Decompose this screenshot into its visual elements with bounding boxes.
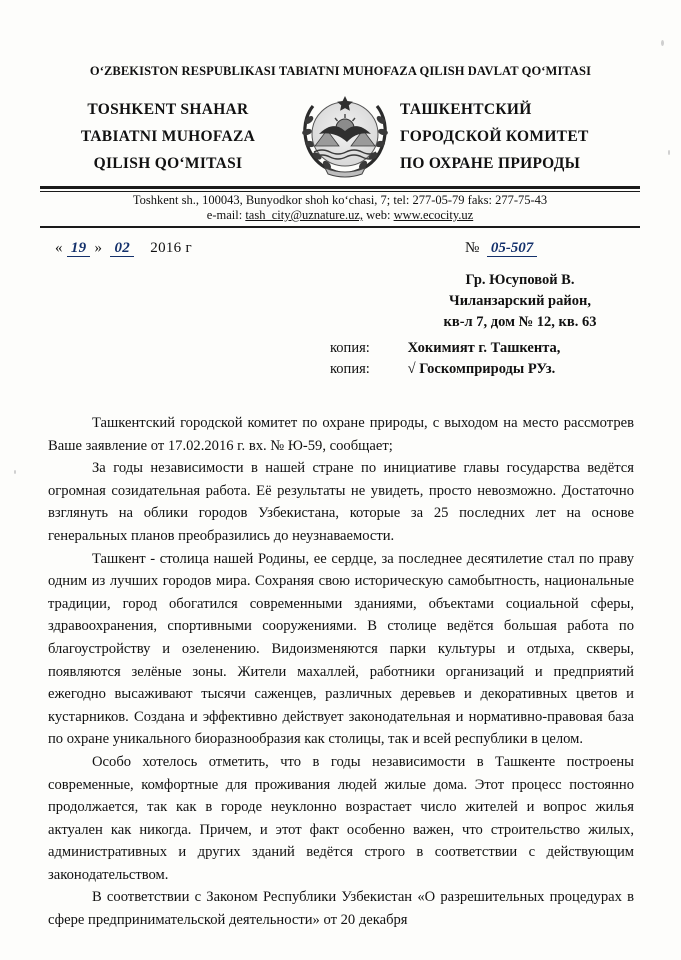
- date-year: 2016 г: [150, 240, 192, 256]
- scan-speckle: [14, 470, 16, 474]
- letterhead: [0, 96, 681, 176]
- body-paragraph: Ташкент - столица нашей Родины, ее сердце, за последнее десятилетие стал по праву одним из лучших городов мира. Сохраняя свою историческую самобытность, национальные традиции, город обогатился современными зданиями, объектами социальной сферы, здравоохранения, спортивными сооружениями. В столице ведётся большая работа по благоустройству и озеленению. Видоизменяются парки культуры и отдыха, скверы, появляются зелёные зоны. Жители махаллей, работники организаций и предприятий ежегодно высаживают тысячи саженцев, различных деревьев и декоративных цветов и кустарников. Создана и эффективно действует законодательная и нормативно-правовая база по охране уникального биоразнообразия как столицы, так и всей республики в целом.: [48, 550, 634, 748]
- letterhead-russian-line-2: ГОРОДСКОЙ КОМИТЕТ: [400, 128, 589, 145]
- body-paragraph: За годы независимости в нашей стране по инициативе главы государства ведётся огромная созидательная работа. Её результаты не увидеть, просто невозможно. Достаточно взглянуть на облики городов Узбекистана, которые за 25 последних лет на основе генеральных планов преобразились до неузнаваемости.: [48, 460, 634, 544]
- letterhead-russian-line-1: ТАШКЕНТСКИЙ: [400, 101, 532, 118]
- copy-label: копия:: [330, 361, 370, 377]
- letterhead-uzbek-line-1: TOSHKENT SHAHAR: [87, 101, 249, 118]
- header-divider-bottom: [40, 226, 640, 228]
- addressee-line-1: Гр. Юсуповой В.: [465, 272, 575, 288]
- body-paragraph: В соответствии с Законом Республики Узбекистан «О разрешительных процедурах в сфере предпринимательской деятельности» от 20 декабря: [48, 889, 634, 929]
- web-value[interactable]: www.ecocity.uz: [393, 208, 474, 222]
- copy-label: копия:: [330, 340, 370, 356]
- copy-row: [330, 338, 650, 359]
- header-divider-thick: [40, 186, 640, 189]
- email-value[interactable]: tash_city@uznature.uz,: [245, 208, 364, 222]
- committee-state-line: O‘ZBEKISTON RESPUBLIKASI TABIATNI MUHOFAZA QILISH DAVLAT QO‘MITASI: [89, 64, 592, 78]
- number-label: №: [465, 240, 480, 256]
- letterhead-uzbek-line-2: TABIATNI MUHOFAZA: [80, 128, 256, 145]
- copy-value: Госкомприроды РУз.: [419, 361, 556, 377]
- quote-close: »: [94, 240, 103, 256]
- contact-address: Toshkent sh., 100043, Bunyodkor shoh ko‘chasi, 7; tel: 277-05-79 faks: 277-75-43: [132, 193, 548, 207]
- letterhead-russian-line-3: ПО ОХРАНЕ ПРИРОДЫ: [400, 155, 581, 172]
- addressee-block: [390, 270, 650, 333]
- date-day-handwritten: 19: [67, 240, 91, 257]
- body-paragraph: Особо хотелось отметить, что в годы независимости в Ташкенте построены современные, комфортные для проживания людей жилые дома. Этот процесс постоянно продолжается, так как в городе неуклонно возрастает число жителей и вопрос жилья актуален как никогда. Причем, и этот факт особенно важен, что строительство жилых, административных и других зданий ведётся строго в соответствии с действующим законодательством.: [48, 753, 634, 883]
- email-label: e-mail:: [206, 208, 243, 222]
- quote-open: «: [55, 240, 63, 256]
- number-value-handwritten: 05-507: [487, 240, 538, 257]
- web-label: web:: [366, 208, 391, 222]
- date-month-handwritten: 02: [110, 240, 134, 257]
- letterhead-uzbek-line-3: QILISH QO‘MITASI: [93, 155, 243, 172]
- date-line: [55, 240, 192, 257]
- copy-value: Хокимият г. Ташкента,: [407, 340, 561, 356]
- body-paragraph: Ташкентский городской комитет по охране природы, с выходом на место рассмотрев Ваше заявление от 17.02.2016 г. вх. № Ю-59, сообщает;: [48, 415, 634, 454]
- contact-email-web: [40, 208, 640, 223]
- scan-speckle: [661, 40, 664, 46]
- contact-block: [40, 193, 640, 223]
- uzbekistan-state-emblem-icon: [295, 94, 395, 178]
- document-number-line: [465, 240, 537, 257]
- copy-checkmark: √: [407, 361, 416, 377]
- copies-block: [330, 338, 650, 380]
- header-divider-thin: [40, 191, 640, 192]
- addressee-line-2: Чиланзарский район,: [449, 293, 591, 309]
- letter-body: [48, 412, 634, 932]
- letterhead-russian: [400, 96, 650, 177]
- letterhead-uzbek: [48, 96, 288, 177]
- copy-row: [330, 359, 650, 380]
- addressee-line-3: кв-л 7, дом № 12, кв. 63: [443, 314, 597, 330]
